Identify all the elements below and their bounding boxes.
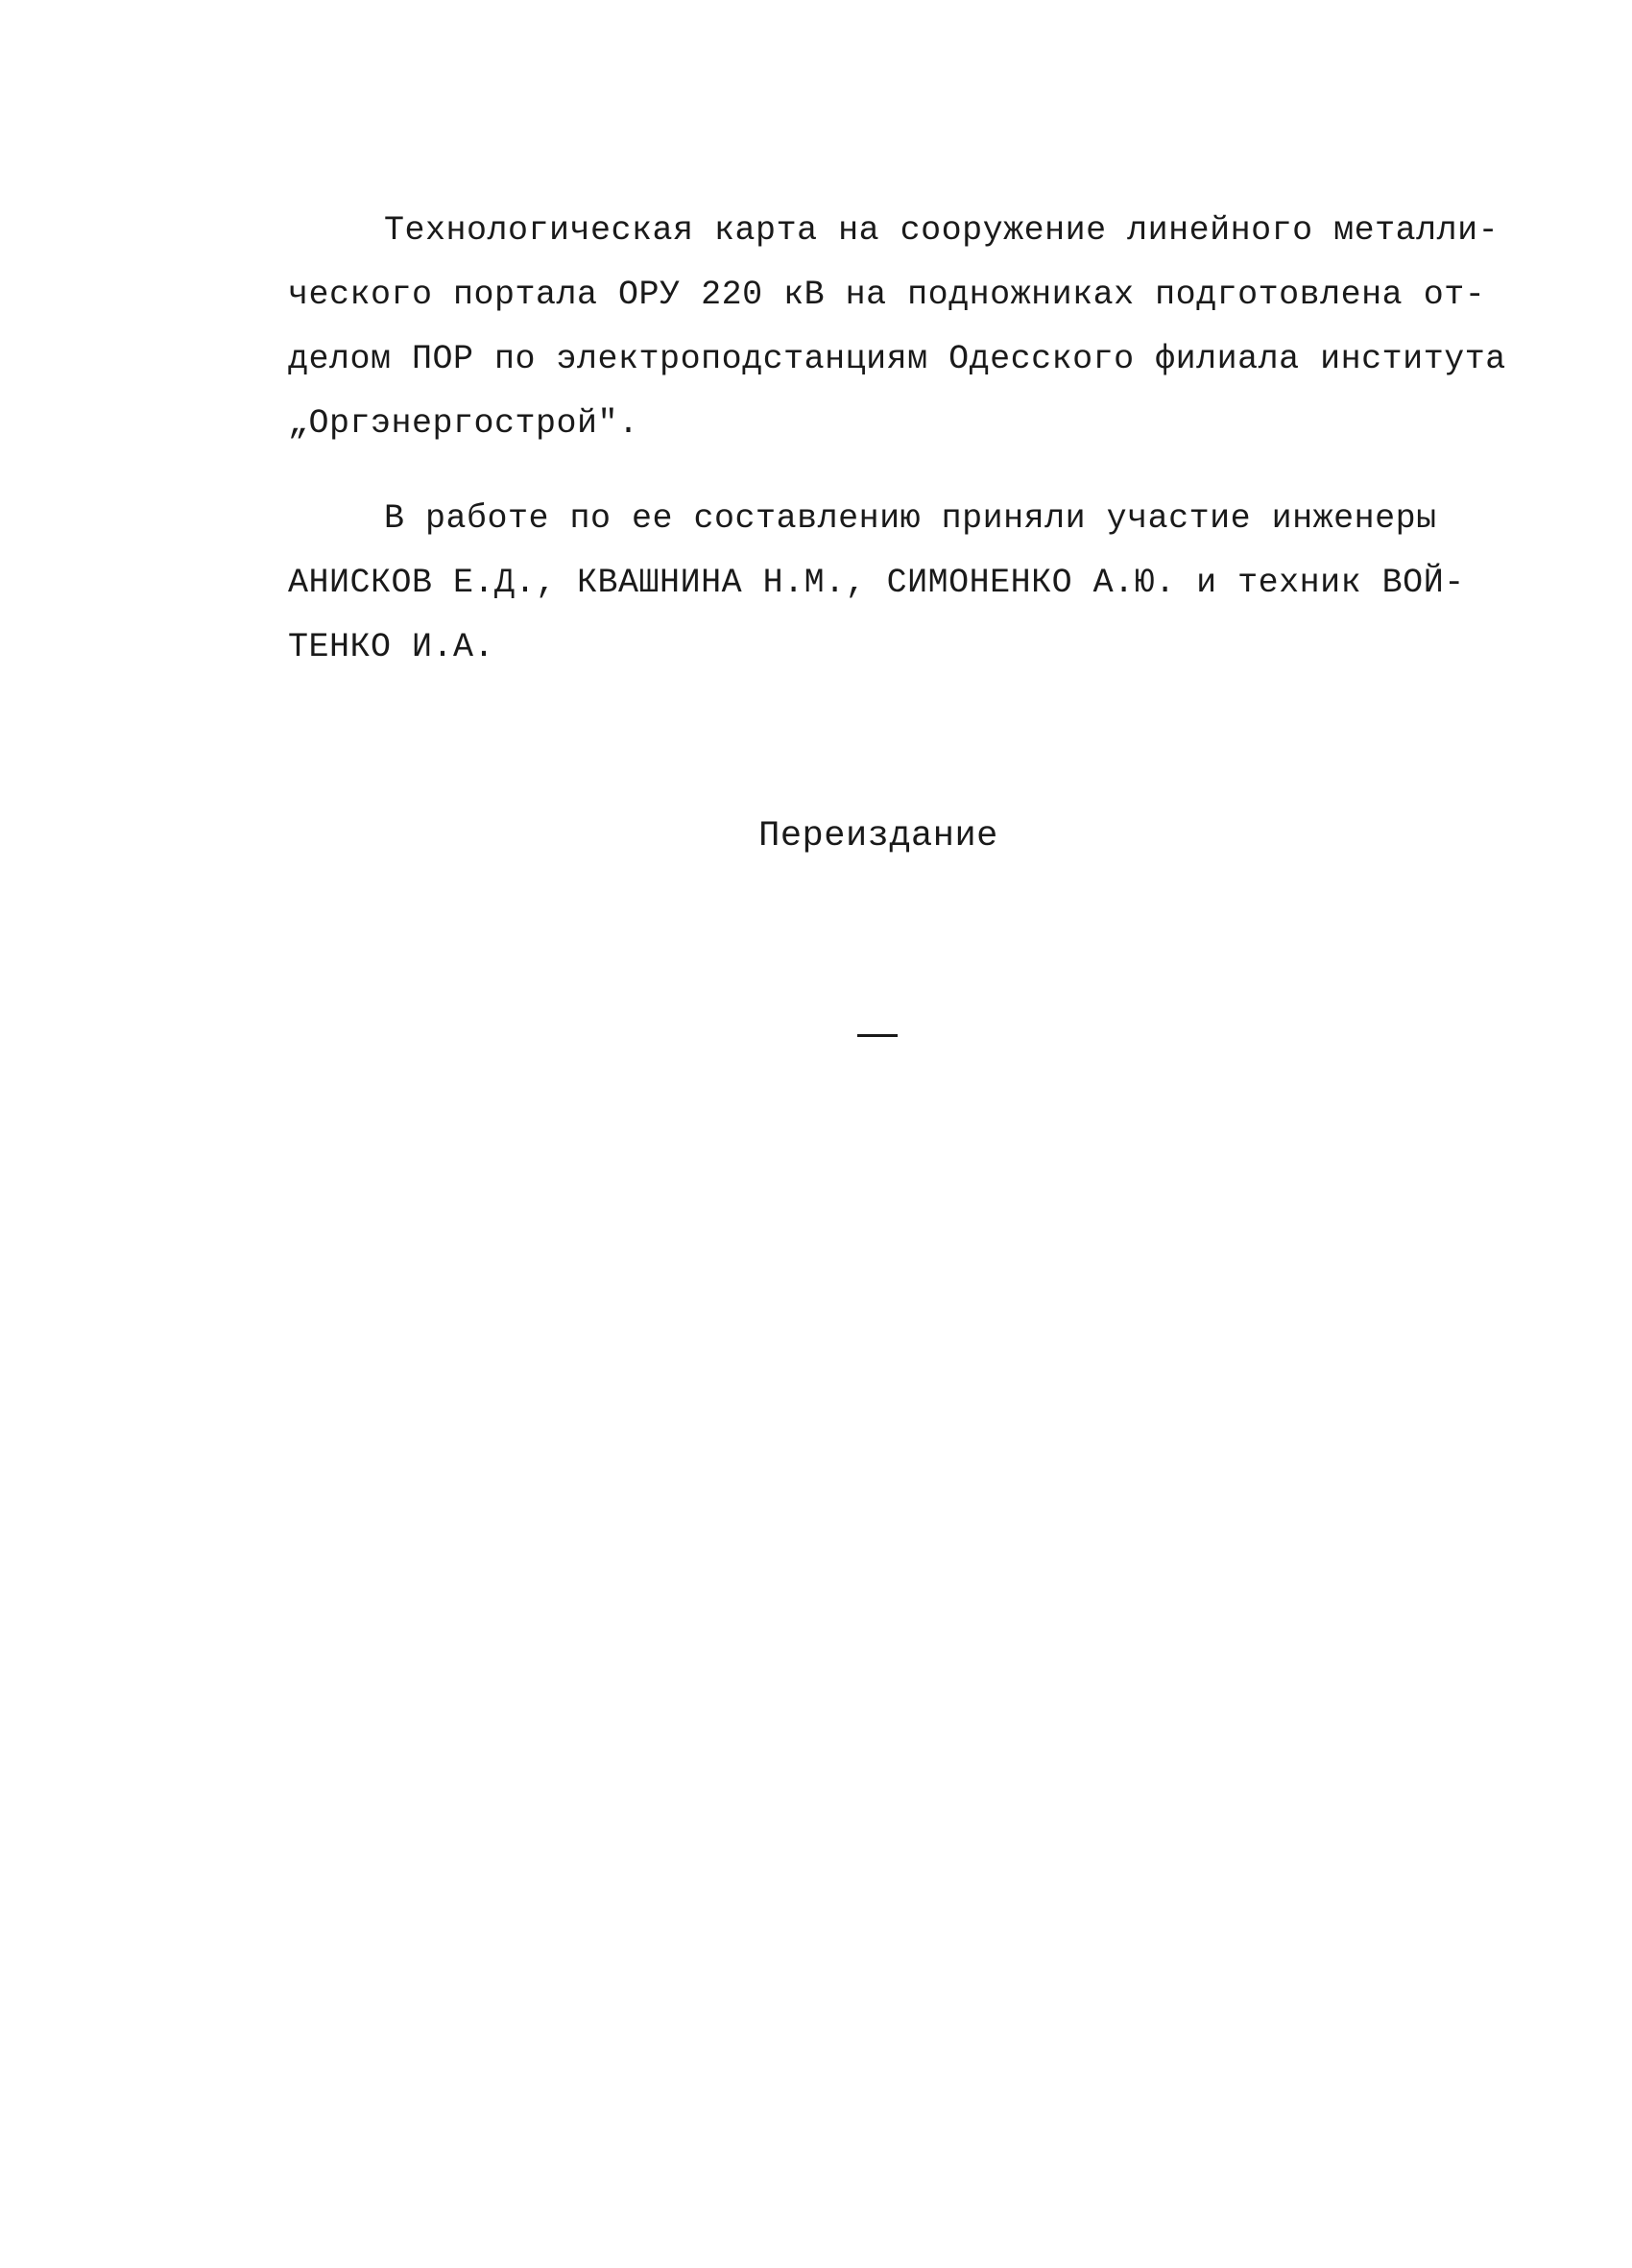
paragraph1-line4: „Оргэнергострой". bbox=[288, 404, 639, 443]
paragraph2-line3: ТЕНКО И.А. bbox=[288, 628, 495, 666]
paragraph1-line2: ческого портала ОРУ 220 кВ на подножниках подготовлена от- bbox=[288, 276, 1486, 314]
paragraph1-line3: делом ПОР по электроподстанциям Одесского филиала института bbox=[288, 340, 1506, 378]
paragraph2-line1: В работе по ее составлению приняли участие инженеры bbox=[384, 499, 1437, 538]
reissue-heading: Переиздание bbox=[758, 816, 998, 857]
paragraph2-line2: АНИСКОВ Е.Д., КВАШНИНА Н.М., СИМОНЕНКО А.Ю. и техник ВОЙ- bbox=[288, 564, 1465, 602]
page-dash-divider bbox=[857, 1034, 898, 1037]
paragraph1-line1: Технологическая карта на сооружение линейного металли- bbox=[384, 211, 1500, 250]
